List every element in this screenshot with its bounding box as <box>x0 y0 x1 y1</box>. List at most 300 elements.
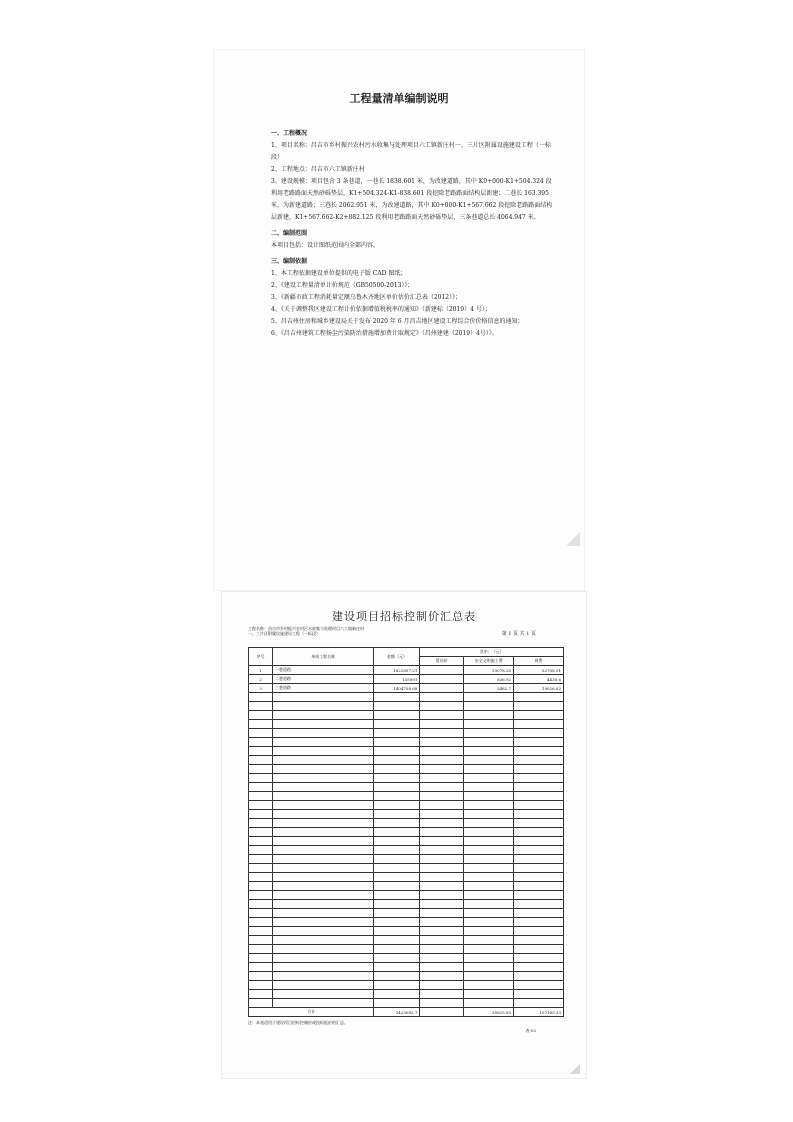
empty-row <box>249 918 564 927</box>
paragraph: 1、项目名称：昌吉市乡村振兴农村污水收集与处理项目六工镇新庄村一、三片区附属设施建设工程（一标段） <box>271 142 551 161</box>
empty-row <box>249 864 564 873</box>
empty-cell <box>374 711 420 720</box>
cell-seq: 3 <box>249 684 273 693</box>
empty-cell <box>249 693 273 702</box>
empty-cell <box>514 864 564 873</box>
empty-cell <box>420 693 464 702</box>
empty-cell <box>464 693 514 702</box>
list-item: 2、《建设工程量清单计价规范（GB50500-2013）》； <box>271 282 414 289</box>
empty-row <box>249 900 564 909</box>
blank-rows <box>249 693 564 1008</box>
empty-row <box>249 819 564 828</box>
empty-cell <box>514 792 564 801</box>
empty-cell <box>514 855 564 864</box>
empty-cell <box>374 774 420 783</box>
empty-row <box>249 729 564 738</box>
empty-cell <box>464 927 514 936</box>
empty-row <box>249 774 564 783</box>
cell-safety: 5482.7 <box>464 684 514 693</box>
empty-cell <box>374 810 420 819</box>
empty-cell <box>374 990 420 999</box>
empty-cell <box>464 783 514 792</box>
empty-cell <box>272 747 374 756</box>
empty-cell <box>464 819 514 828</box>
empty-cell <box>420 873 464 882</box>
empty-cell <box>272 882 374 891</box>
empty-cell <box>464 792 514 801</box>
total-row <box>249 1008 564 1017</box>
empty-cell <box>420 819 464 828</box>
empty-cell <box>420 972 464 981</box>
header-safety: 安全文明施工费 <box>464 657 514 666</box>
empty-cell <box>374 846 420 855</box>
empty-cell <box>272 738 374 747</box>
empty-cell <box>272 855 374 864</box>
empty-cell <box>464 837 514 846</box>
empty-cell <box>374 855 420 864</box>
empty-cell <box>272 711 374 720</box>
empty-cell <box>249 738 273 747</box>
empty-cell <box>374 873 420 882</box>
cell-name: 三巷道路 <box>272 684 374 693</box>
empty-row <box>249 945 564 954</box>
empty-cell <box>249 792 273 801</box>
empty-cell <box>374 927 420 936</box>
cell-fees: 52708.91 <box>514 666 564 675</box>
empty-cell <box>249 873 273 882</box>
empty-cell <box>464 963 514 972</box>
empty-cell <box>272 972 374 981</box>
empty-cell <box>374 819 420 828</box>
empty-cell <box>272 828 374 837</box>
empty-cell <box>464 882 514 891</box>
empty-cell <box>464 855 514 864</box>
empty-row <box>249 846 564 855</box>
list-item: 6、《昌吉州建筑工程扬尘污染防治措施增加费计取规定》（昌州建建（2019）4号）》。 <box>271 330 498 337</box>
empty-cell <box>514 819 564 828</box>
empty-row <box>249 972 564 981</box>
empty-cell <box>272 936 374 945</box>
empty-cell <box>374 702 420 711</box>
empty-cell <box>464 954 514 963</box>
empty-cell <box>464 936 514 945</box>
summary-table <box>248 647 564 1017</box>
empty-cell <box>272 864 374 873</box>
empty-row <box>249 837 564 846</box>
header-provisional: 暂估价 <box>420 657 464 666</box>
empty-row <box>249 999 564 1008</box>
empty-cell <box>272 909 374 918</box>
empty-cell <box>374 891 420 900</box>
empty-cell <box>249 855 273 864</box>
empty-row <box>249 909 564 918</box>
empty-cell <box>514 693 564 702</box>
header-seq: 序号 <box>249 648 273 666</box>
empty-cell <box>272 702 374 711</box>
empty-cell <box>374 954 420 963</box>
empty-cell <box>514 945 564 954</box>
header-of-which: 其中：（元） <box>420 648 564 657</box>
empty-row <box>249 720 564 729</box>
empty-cell <box>374 765 420 774</box>
empty-cell <box>249 936 273 945</box>
cell-seq: 1 <box>249 666 273 675</box>
cell-name: 二巷道路 <box>272 675 374 684</box>
empty-cell <box>272 846 374 855</box>
empty-row <box>249 792 564 801</box>
empty-cell <box>272 963 374 972</box>
empty-cell <box>374 909 420 918</box>
empty-cell <box>249 837 273 846</box>
empty-row <box>249 990 564 999</box>
empty-cell <box>464 999 514 1008</box>
header-fees: 规费 <box>514 657 564 666</box>
empty-cell <box>249 846 273 855</box>
page-title: 工程量清单编制说明 <box>349 92 449 105</box>
empty-cell <box>374 720 420 729</box>
empty-cell <box>420 909 464 918</box>
empty-cell <box>420 738 464 747</box>
table-row <box>249 675 564 684</box>
empty-cell <box>272 783 374 792</box>
empty-cell <box>374 837 420 846</box>
empty-cell <box>514 936 564 945</box>
empty-cell <box>249 891 273 900</box>
empty-cell <box>272 756 374 765</box>
summary-page <box>222 592 586 1078</box>
empty-cell <box>272 990 374 999</box>
empty-row <box>249 711 564 720</box>
empty-cell <box>272 927 374 936</box>
table-note: 注：本表适用于建设项目招标控制价或投标报价的汇总。 <box>248 1020 348 1025</box>
empty-cell <box>272 693 374 702</box>
empty-cell <box>420 837 464 846</box>
header-amount: 金额（元） <box>374 648 420 666</box>
empty-cell <box>272 810 374 819</box>
empty-cell <box>420 999 464 1008</box>
empty-cell <box>249 990 273 999</box>
empty-cell <box>249 999 273 1008</box>
empty-cell <box>374 729 420 738</box>
empty-cell <box>420 927 464 936</box>
empty-cell <box>249 756 273 765</box>
empty-cell <box>249 945 273 954</box>
list-item: 1、本工程依据建设单位提供的电子版 CAD 图纸； <box>271 270 407 277</box>
page-number: 第 1 页 共 1 页 <box>501 631 536 637</box>
empty-cell <box>249 783 273 792</box>
empty-cell <box>249 711 273 720</box>
empty-cell <box>420 963 464 972</box>
empty-cell <box>249 981 273 990</box>
cell-provisional <box>420 684 464 693</box>
project-name: 工程名称：昌吉市乡村振兴农村污水收集与处理项目六工镇新庄村一、三片区附属设施建设工程（一标段） <box>248 626 364 636</box>
empty-row <box>249 891 564 900</box>
total-safety: 35825.85 <box>464 1008 514 1017</box>
empty-cell <box>464 864 514 873</box>
paragraph: 本项目包括：设计图纸范围内全部内容。 <box>271 242 380 249</box>
empty-row <box>249 801 564 810</box>
empty-cell <box>514 963 564 972</box>
empty-cell <box>420 711 464 720</box>
empty-row <box>249 702 564 711</box>
cell-provisional <box>420 666 464 675</box>
empty-cell <box>514 909 564 918</box>
empty-cell <box>420 990 464 999</box>
empty-row <box>249 927 564 936</box>
empty-cell <box>272 900 374 909</box>
empty-row <box>249 810 564 819</box>
cell-amount: 135091 <box>374 675 420 684</box>
empty-cell <box>464 873 514 882</box>
empty-cell <box>249 720 273 729</box>
empty-cell <box>420 756 464 765</box>
list-item: 4、《关于调整我区建设工程计价依据增值税税率的通知》（新建标（2019）4 号）； <box>271 306 491 313</box>
empty-cell <box>464 702 514 711</box>
empty-cell <box>272 891 374 900</box>
empty-cell <box>272 918 374 927</box>
empty-cell <box>374 738 420 747</box>
total-label: 合计 <box>249 1008 374 1017</box>
empty-cell <box>464 801 514 810</box>
empty-cell <box>420 702 464 711</box>
empty-cell <box>514 702 564 711</box>
empty-row <box>249 963 564 972</box>
empty-cell <box>420 810 464 819</box>
empty-cell <box>420 900 464 909</box>
empty-row <box>249 855 564 864</box>
empty-cell <box>514 999 564 1008</box>
empty-cell <box>464 711 514 720</box>
empty-cell <box>514 828 564 837</box>
empty-cell <box>374 945 420 954</box>
empty-cell <box>514 738 564 747</box>
empty-cell <box>374 900 420 909</box>
empty-cell <box>272 801 374 810</box>
cell-safety: 29078.35 <box>464 666 514 675</box>
empty-cell <box>374 882 420 891</box>
empty-cell <box>514 747 564 756</box>
empty-cell <box>464 828 514 837</box>
cell-fees: 19026.02 <box>514 684 564 693</box>
section-heading: 三、编制依据 <box>271 258 308 265</box>
empty-cell <box>420 729 464 738</box>
empty-cell <box>514 846 564 855</box>
empty-cell <box>514 711 564 720</box>
empty-cell <box>420 918 464 927</box>
empty-cell <box>464 972 514 981</box>
empty-cell <box>514 954 564 963</box>
empty-row <box>249 936 564 945</box>
section-heading: 二、编制范围 <box>271 230 308 237</box>
empty-row <box>249 747 564 756</box>
empty-cell <box>272 729 374 738</box>
empty-cell <box>464 918 514 927</box>
empty-cell <box>464 765 514 774</box>
empty-cell <box>249 900 273 909</box>
empty-cell <box>249 909 273 918</box>
empty-cell <box>272 792 374 801</box>
empty-cell <box>514 756 564 765</box>
empty-cell <box>374 792 420 801</box>
empty-cell <box>249 882 273 891</box>
empty-cell <box>272 819 374 828</box>
empty-cell <box>420 828 464 837</box>
empty-cell <box>420 864 464 873</box>
empty-cell <box>514 720 564 729</box>
empty-row <box>249 873 564 882</box>
table-title: 建设项目招标控制价汇总表 <box>332 610 476 623</box>
empty-cell <box>272 720 374 729</box>
empty-cell <box>514 873 564 882</box>
empty-cell <box>374 747 420 756</box>
empty-cell <box>514 774 564 783</box>
empty-cell <box>464 846 514 855</box>
cell-seq: 2 <box>249 675 273 684</box>
empty-cell <box>374 963 420 972</box>
cell-amount: 1404758.68 <box>374 684 420 693</box>
form-number: 表-02 <box>525 1028 536 1033</box>
list-item: 3、《新疆市政工程消耗量定额乌鲁木齐地区单价估价汇总表（2012）》； <box>271 294 462 301</box>
empty-cell <box>464 756 514 765</box>
page-curl <box>570 1064 580 1074</box>
empty-cell <box>249 801 273 810</box>
total-amount: 3423082.7 <box>374 1008 420 1017</box>
empty-cell <box>420 747 464 756</box>
empty-row <box>249 954 564 963</box>
cell-provisional <box>420 675 464 684</box>
cell-amount: 1822857.21 <box>374 666 420 675</box>
empty-cell <box>514 900 564 909</box>
empty-cell <box>464 945 514 954</box>
empty-row <box>249 738 564 747</box>
explanation-page <box>214 50 584 590</box>
empty-cell <box>420 936 464 945</box>
cell-fees: 4430.6 <box>514 675 564 684</box>
empty-cell <box>420 981 464 990</box>
empty-cell <box>249 918 273 927</box>
empty-cell <box>374 981 420 990</box>
header-row <box>249 648 564 657</box>
empty-cell <box>272 837 374 846</box>
empty-cell <box>249 810 273 819</box>
section-heading: 一、工程概况 <box>271 130 308 137</box>
empty-cell <box>249 747 273 756</box>
empty-cell <box>374 972 420 981</box>
page-curl <box>566 532 580 546</box>
empty-cell <box>514 918 564 927</box>
empty-cell <box>420 774 464 783</box>
empty-cell <box>420 945 464 954</box>
empty-cell <box>272 774 374 783</box>
empty-cell <box>514 837 564 846</box>
empty-cell <box>374 783 420 792</box>
empty-cell <box>272 981 374 990</box>
cell-safety: 836.92 <box>464 675 514 684</box>
empty-cell <box>272 954 374 963</box>
empty-cell <box>464 747 514 756</box>
empty-cell <box>420 720 464 729</box>
empty-cell <box>374 693 420 702</box>
total-provisional <box>420 1008 464 1017</box>
total-fees: 107165.33 <box>514 1008 564 1017</box>
empty-cell <box>514 765 564 774</box>
empty-cell <box>374 918 420 927</box>
list-item: 5、昌吉州住房和城乡建设局关于发布 2020 年 6 月昌吉地区建设工程综合价价格信息的通知； <box>271 318 524 325</box>
empty-cell <box>249 819 273 828</box>
empty-cell <box>374 864 420 873</box>
empty-cell <box>514 882 564 891</box>
empty-cell <box>514 891 564 900</box>
empty-cell <box>464 720 514 729</box>
empty-cell <box>374 801 420 810</box>
empty-cell <box>420 855 464 864</box>
paragraph: 2、工程地点：昌吉市六工镇新庄村 <box>271 166 365 173</box>
empty-cell <box>374 828 420 837</box>
empty-cell <box>420 792 464 801</box>
empty-cell <box>249 972 273 981</box>
empty-row <box>249 756 564 765</box>
empty-cell <box>249 828 273 837</box>
empty-cell <box>249 963 273 972</box>
empty-cell <box>420 954 464 963</box>
empty-row <box>249 882 564 891</box>
empty-cell <box>464 909 514 918</box>
empty-cell <box>514 783 564 792</box>
empty-row <box>249 783 564 792</box>
empty-cell <box>272 765 374 774</box>
empty-cell <box>374 999 420 1008</box>
empty-cell <box>249 774 273 783</box>
empty-cell <box>514 981 564 990</box>
empty-cell <box>514 729 564 738</box>
table-row <box>249 666 564 675</box>
empty-cell <box>464 810 514 819</box>
empty-cell <box>464 990 514 999</box>
empty-cell <box>249 729 273 738</box>
empty-cell <box>514 990 564 999</box>
header-name: 单项工程名称 <box>272 648 374 666</box>
paragraph: 3、建设规模：项目包含 3 条巷道，一巷长 1838.601 米，为改建道路，其中 K0+000-K1+504.324 段利用老路路面天然砂砾垫层，K1+504.324-K1-838.601 段挖除老路路面结构层新建；二巷长 163.395 米，为新建道路；三巷长 2062.951 米，为改建道路，其中 K0+000-K1+567.662 段挖除老路路面结构层新建，K1+567.662-K2+882.125 段利用老路路面天然砂砾垫层，三条巷道总长 4064.947 米。 <box>271 178 553 221</box>
table-row <box>249 684 564 693</box>
empty-row <box>249 765 564 774</box>
empty-cell <box>464 981 514 990</box>
empty-cell <box>249 765 273 774</box>
empty-cell <box>249 864 273 873</box>
empty-cell <box>420 891 464 900</box>
empty-cell <box>249 702 273 711</box>
empty-cell <box>514 927 564 936</box>
empty-cell <box>514 801 564 810</box>
empty-cell <box>514 810 564 819</box>
empty-row <box>249 981 564 990</box>
empty-cell <box>514 972 564 981</box>
empty-cell <box>420 882 464 891</box>
empty-row <box>249 693 564 702</box>
empty-row <box>249 828 564 837</box>
empty-cell <box>420 801 464 810</box>
empty-cell <box>464 891 514 900</box>
explanation-body <box>271 128 557 340</box>
empty-cell <box>420 783 464 792</box>
empty-cell <box>464 774 514 783</box>
empty-cell <box>249 927 273 936</box>
empty-cell <box>374 936 420 945</box>
empty-cell <box>420 765 464 774</box>
empty-cell <box>464 729 514 738</box>
empty-cell <box>272 945 374 954</box>
empty-cell <box>272 873 374 882</box>
empty-cell <box>420 846 464 855</box>
